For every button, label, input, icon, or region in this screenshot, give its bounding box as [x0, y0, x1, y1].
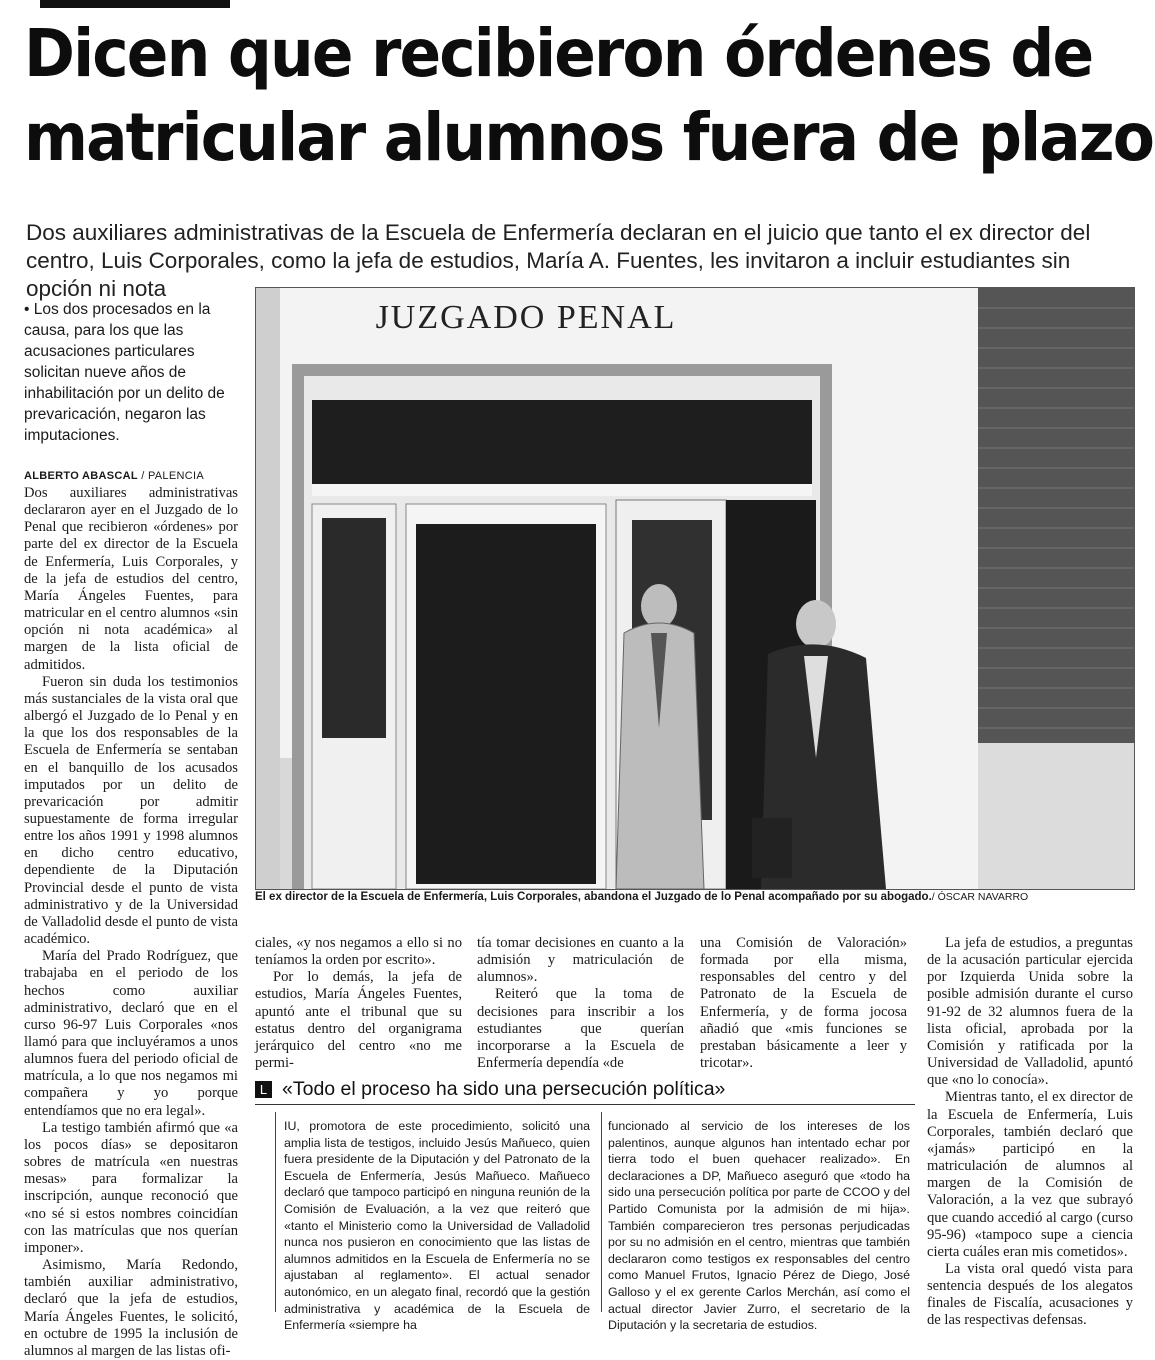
article-paragraph: tía tomar decisiones en cuanto a la admisión y matriculación de alumnos».	[477, 935, 684, 986]
article-column-2	[255, 935, 462, 1072]
article-paragraph: La testigo también afirmó que «a los pocos días» se depositaron sobres de matrícula «en nuestras mesas» para formalizar la inscripción, aunque reconoció que «no sé si estos nombres coincidían con las matrículas que nos querían imponer».	[24, 1119, 238, 1256]
news-photo	[255, 287, 1135, 890]
box-paragraph: IU, promotora de este procedimiento, solicitó una amplia lista de testigos, incluido Jesús Mañueco, quien fuera presidente de la Diputación y del Patronato de la Escuela de Enfermería, Jesús Mañueco. Mañueco declaró que tampoco participó en ninguna reunión de la Comisión de Evaluación, a la vez que reiteró que «tanto el Ministerio como la Universidad de Valladolid nunca nos pusieron en conocimiento que las listas de alumnos admitidos en la Escuela de Enfermería no se ajustaban al reglamento». El actual senador autonómico, en un alegato final, recordó que la gestión administrativa y académica de la Escuela de Enfermería «siempre ha	[284, 1119, 590, 1333]
photo-illustration	[256, 288, 1134, 889]
article-column-4	[700, 935, 907, 1072]
header-rule	[40, 0, 230, 8]
caption-text: El ex director de la Escuela de Enfermería, Luis Corporales, abandona el Juzgado de lo Penal acompañado por su abogado.	[255, 891, 932, 903]
box-divider-left	[275, 1112, 276, 1312]
box-column-2	[608, 1118, 910, 1334]
section-logo-icon: L	[255, 1081, 272, 1098]
article-paragraph: La jefa de estudios, a preguntas de la acusación particular ejercida por Izquierda Unida sobre la posible admisión durante el curso 91-92 de 32 alumnos fuera de la lista oficial, aprobada por la Comisión y ratificada por la Universidad de Valladolid, apuntó que «no lo conocía».	[927, 935, 1133, 1089]
box-title-text: «Todo el proceso ha sido una persecución política»	[282, 1078, 726, 1100]
article-paragraph: Dos auxiliares administrativas declararon ayer en el Juzgado de lo Penal que recibieron «órdenes» por parte del ex director de la Escuela de Enfermería, Luis Corporales, y de la jefa de estudios del centro, María Ángeles Fuentes, para matricular en el centro alumnos «sin opción ni nota académica» al margen de la lista oficial de admitidos.	[24, 485, 238, 673]
photo-credit: / ÓSCAR NAVARRO	[931, 891, 1029, 903]
byline-place: / PALENCIA	[141, 470, 204, 482]
article-paragraph: María del Prado Rodríguez, que trabajaba en el periodo de los hechos como auxiliar administrativo, declaró que en el curso 96-97 Luis Corporales «nos llamó para que incluyéramos a unos alumnos fuera del periodo oficial de matrícula, a lo que nos negamos mi compañera y yo porque entendíamos que no era legal».	[24, 948, 238, 1119]
article-column-5	[927, 935, 1133, 1330]
article-paragraph: ciales, «y nos negamos a ello si no teníamos la orden por escrito».	[255, 935, 462, 969]
box-column-1	[284, 1118, 590, 1334]
article-paragraph: La vista oral quedó vista para sentencia después de los alegatos finales de Fiscalía, acusaciones y de las respectivas defensas.	[927, 1260, 1133, 1329]
article-paragraph: Asimismo, María Redondo, también auxiliar administrativo, declaró que la jefa de estudios, María Ángeles Fuentes, le solicitó, en octubre de 1995 la inclusión de alumnos al margen de las listas ofi-	[24, 1257, 238, 1359]
box-paragraph: funcionado al servicio de los intereses de los palentinos, aunque algunos han intentado echar por tierra todo el buen quehacer realizado». En declaraciones a DP, Mañueco aseguró que «todo ha sido una persecución política por parte de CCOO y del Partido Comunista por la admisión de mi hija». También comparecieron tres personas perjudicadas por su no admisión en el centro, mientras que también declararon como testigos ex responsables del centro como Manuel Frutos, Ignacio Pérez de Diego, José Galloso y el ex gerente Carlos Merchán, así como el actual director Javier Zurro, el secretario de la Diputación y la secretaria de estudios.	[608, 1119, 910, 1333]
byline	[24, 470, 254, 482]
subheadline: Dos auxiliares administrativas de la Escuela de Enfermería declaran en el juicio que tanto el ex director del centro, Luis Corporales, como la jefa de estudios, María A. Fuentes, les invitaron a incluir estudiantes sin opción ni nota	[26, 220, 1091, 301]
box-divider-middle	[601, 1112, 602, 1312]
summary-bullet: • Los dos procesados en la causa, para los que las acusaciones particulares solicitan nueve años de inhabilitación por un delito de prevaricación, negaron las imputaciones.	[24, 301, 225, 444]
article-paragraph: una Comisión de Valoración» formada por ella misma, responsables del centro y del Patronato de la Escuela de Enfermería, y de forma jocosa añadió que «mis funciones se prestaban básicamente a leer y tricotar».	[700, 935, 907, 1072]
byline-author: ALBERTO ABASCAL	[24, 470, 138, 482]
article-paragraph: Fueron sin duda los testimonios más sustanciales de la vista oral que albergó el Juzgado de lo Penal y en la que los dos responsables de la Escuela de Enfermería se sentaban en el banquillo de los acusados imputados por un delito de prevaricación por admitir supuestamente de forma irregular entre los años 1991 y 1998 alumnos en dicho centro educativo, dependiente de la Diputación Provincial desde el punto de vista administrativo y de la Universidad de Valladolid desde el punto de vista académico.	[24, 673, 238, 948]
article-column-1	[24, 485, 238, 1360]
headline	[24, 12, 1154, 180]
photo-sign-text: JUZGADO PENAL	[375, 299, 677, 336]
sidebar-box-title	[255, 1078, 915, 1105]
article-paragraph: Mientras tanto, el ex director de la Escuela de Enfermería, Luis Corporales, también declaró que «jamás» participó en la matriculación de alumnos al margen de la Comisión de Valoración, a la vez que subrayó que cuando accedió al cargo (curso 95-96) «tampoco supe a ciencia cierta cuáles eran mis cometidos».	[927, 1089, 1133, 1260]
photo-caption	[255, 891, 1155, 903]
article-column-3	[477, 935, 684, 1072]
headline-line-1: Dicen que recibieron órdenes de	[24, 15, 1093, 92]
headline-line-2: matricular alumnos fuera de plazo	[24, 99, 1154, 176]
article-paragraph: Por lo demás, la jefa de estudios, María Ángeles Fuentes, apuntó ante el tribunal que su estatus dentro del organigrama jerárquico del centro «no me permi-	[255, 969, 462, 1072]
article-paragraph: Reiteró que la toma de decisiones para inscribir a los estudiantes que querían incorporarse a la Escuela de Enfermería dependía «de	[477, 986, 684, 1072]
